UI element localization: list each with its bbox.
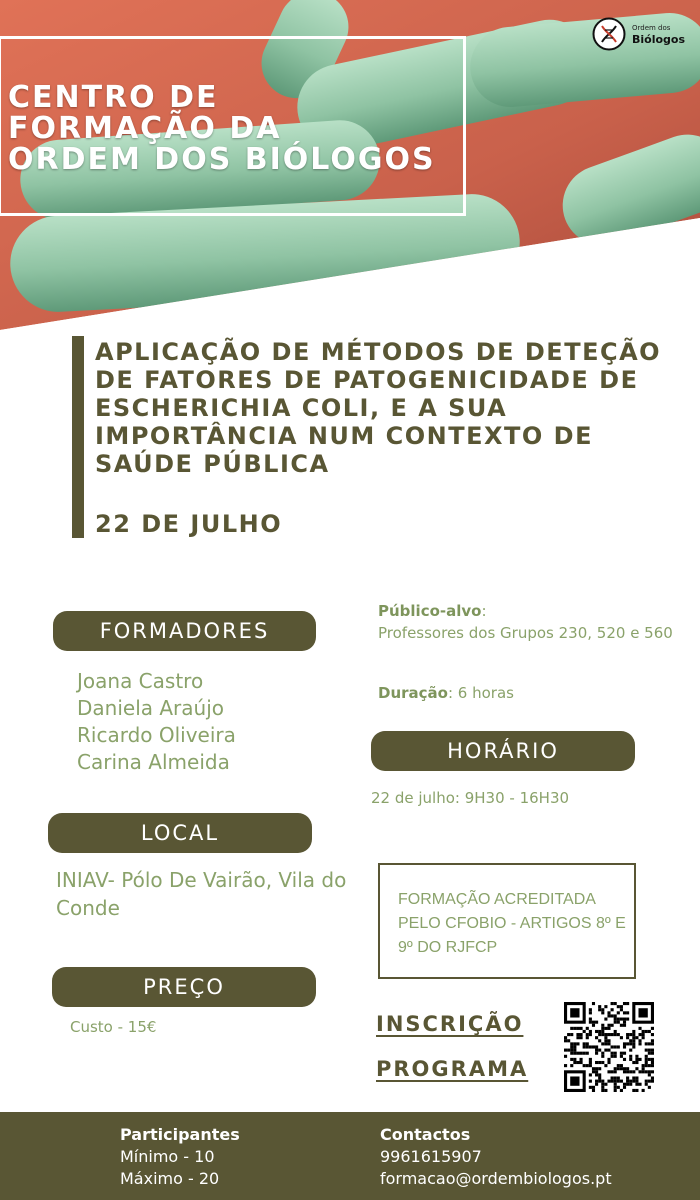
- hero-title: CENTRO DE FORMAÇÃO DA ORDEM DOS BIÓLOGOS: [8, 80, 436, 177]
- trainer-name: Joana Castro: [77, 669, 204, 693]
- course-date: 22 DE JULHO: [95, 510, 283, 538]
- course-title: APLICAÇÃO DE MÉTODOS DE DETEÇÃO DE FATORES DE PATOGENICIDADE DE ESCHERICHIA COLI, E A SUA IMPORTÂNCIA NUM CONTEXTO DE SAÚDE PÚBLICA: [95, 338, 662, 478]
- contacts-block: [380, 1124, 612, 1190]
- duration-value: 6 horas: [457, 684, 514, 702]
- qr-code-icon[interactable]: [564, 1002, 654, 1092]
- price-value: Custo - 15€: [70, 1018, 157, 1036]
- local-heading: LOCAL: [48, 813, 312, 853]
- hero-banner: [0, 0, 700, 330]
- participants-block: [120, 1124, 240, 1190]
- target-audience-value: Professores dos Grupos 230, 520 e 560: [378, 624, 673, 642]
- horario-heading: HORÁRIO: [371, 731, 635, 771]
- trainers-list: [77, 668, 236, 776]
- contacts-label: Contactos: [380, 1125, 471, 1144]
- target-audience-label: Público-alvo: [378, 602, 482, 620]
- participants-max: Máximo - 20: [120, 1169, 220, 1188]
- contact-phone[interactable]: 9961615907: [380, 1147, 482, 1166]
- trainer-name: Daniela Araújo: [77, 696, 224, 720]
- logo-big-text: Biólogos: [632, 33, 686, 46]
- local-value: INIAV- Pólo De Vairão, Vila do Conde: [56, 868, 347, 920]
- duration-label: Duração: [378, 684, 448, 702]
- footer-bar: [0, 1112, 700, 1200]
- horario-value: 22 de julho: 9H30 - 16H30: [371, 789, 570, 807]
- inscricao-link[interactable]: INSCRIÇÃO: [376, 1012, 524, 1036]
- trainer-name: Carina Almeida: [77, 750, 230, 774]
- ordem-biologos-logo: [592, 17, 692, 55]
- participants-min: Mínimo - 10: [120, 1147, 215, 1166]
- programa-link[interactable]: PROGRAMA: [376, 1057, 529, 1081]
- logo-small-text: Ordem dos: [632, 24, 671, 32]
- duration: Duração: 6 horas: [378, 684, 514, 702]
- accreditation-text: FORMAÇÃO ACREDITADA PELO CFOBIO - ARTIGOS 8º E 9º DO RJFCP: [398, 891, 626, 956]
- trainer-name: Ricardo Oliveira: [77, 723, 236, 747]
- headline-accent-bar: [72, 336, 84, 538]
- target-audience: Público-alvo: Professores dos Grupos 230, 520 e 560: [378, 602, 673, 642]
- contact-email[interactable]: formacao@ordembiologos.pt: [380, 1169, 612, 1188]
- dna-logo-icon: [592, 17, 626, 51]
- participants-label: Participantes: [120, 1125, 240, 1144]
- formadores-heading: FORMADORES: [53, 611, 316, 651]
- preco-heading: PREÇO: [52, 967, 316, 1007]
